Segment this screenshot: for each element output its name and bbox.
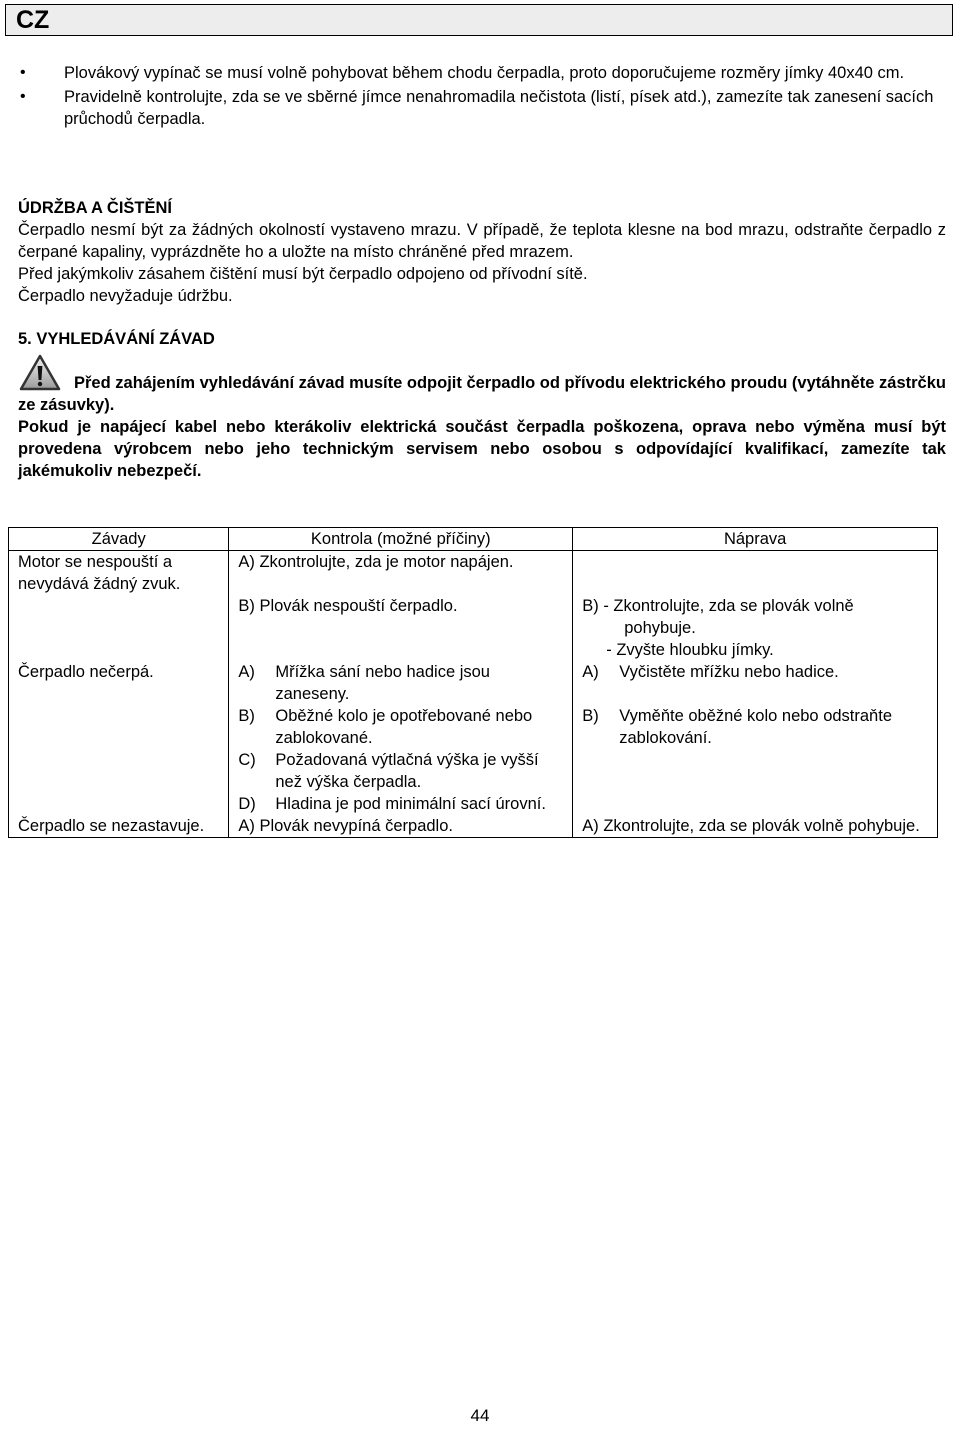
column-header-checks: Kontrola (možné příčiny): [229, 528, 573, 551]
fault-cell: Čerpadlo nečerpá.: [9, 661, 229, 815]
check-item: B) Oběžné kolo je opotřebované nebo zablokované.: [238, 707, 533, 747]
remedy-item: B) Vyměňte oběžné kolo nebo odstraňte zablokování.: [582, 707, 892, 747]
bullet-text: Plovákový vypínač se musí volně pohybovat během chodu čerpadla, proto doporučujeme rozměry jímky 40x40 cm.: [64, 64, 905, 82]
remedy-item: A) Vyčistěte mřížku nebo hadice.: [582, 663, 839, 681]
table-header-row: [9, 528, 938, 551]
bullet-item: [18, 62, 948, 84]
troubleshooting-table: [8, 527, 938, 838]
bullet-text: Pravidelně kontrolujte, zda se ve sběrné jímce nenahromadila nečistota (listí, písek atd.), zamezíte tak zanesení sacích průchodů čerpadla.: [64, 88, 934, 128]
check-item: C) Požadovaná výtlačná výška je vyšší než výška čerpadla.: [238, 751, 539, 791]
table-row: [9, 661, 938, 815]
check-item: A) Mřížka sání nebo hadice jsou zaneseny.: [238, 663, 490, 703]
column-header-faults: Závady: [9, 528, 229, 551]
remedy-item: pohybuje.: [624, 619, 696, 637]
intro-bullet-list: [18, 62, 948, 132]
remedy-item: B) - Zkontrolujte, zda se plovák volně: [582, 597, 854, 615]
maintenance-paragraph: Čerpadlo nesmí být za žádných okolností vystaveno mrazu. V případě, že teplota klesne na bod mrazu, odstraňte čerpadlo z čerpané kapaliny, vyprázdněte ho a uložte na místo chráněné před mrazem.: [18, 221, 946, 261]
bullet-item: [18, 86, 948, 130]
check-cell: A) Plovák nevypíná čerpadlo.: [229, 815, 573, 838]
language-header: [5, 4, 953, 36]
language-code: CZ: [16, 6, 50, 34]
remedy-cell: [573, 661, 938, 815]
table-row: [9, 815, 938, 838]
maintenance-paragraph: Před jakýmkoliv zásahem čištění musí být čerpadlo odpojeno od přívodní sítě.: [18, 265, 588, 283]
maintenance-paragraph: Čerpadlo nevyžaduje údržbu.: [18, 287, 233, 305]
troubleshooting-heading: 5. VYHLEDÁVÁNÍ ZÁVAD: [18, 330, 215, 348]
check-item: D) Hladina je pod minimální sací úrovní.: [238, 795, 546, 813]
remedy-item: - Zvyšte hloubku jímky.: [606, 641, 774, 659]
bullet-icon: •: [20, 64, 26, 81]
page-number: 44: [470, 1406, 490, 1425]
fault-cell: Motor se nespouští a nevydává žádný zvuk.: [9, 551, 229, 662]
check-cell: [229, 661, 573, 815]
remedy-cell: A) Zkontrolujte, zda se plovák volně pohybuje.: [573, 815, 938, 838]
check-cell: [229, 551, 573, 662]
column-header-remedy: Náprava: [573, 528, 938, 551]
fault-cell: Čerpadlo se nezastavuje.: [9, 815, 229, 838]
check-item: B) Plovák nespouští čerpadlo.: [238, 597, 458, 615]
warning-paragraph: Pokud je napájecí kabel nebo kterákoliv elektrická součást čerpadla poškozena, oprava nebo výměna musí být provedena výrobcem nebo jeho technickým servisem nebo osobou s odpovídající kvalifikací, zamezíte tak jakémukoliv nebezpečí.: [18, 418, 946, 480]
check-item: A) Zkontrolujte, zda je motor napájen.: [238, 553, 514, 571]
bullet-icon: •: [20, 88, 26, 105]
remedy-cell: [573, 551, 938, 662]
table-row: [9, 551, 938, 662]
maintenance-heading: ÚDRŽBA A ČIŠTĚNÍ: [18, 199, 172, 217]
warning-text: Před zahájením vyhledávání závad musíte odpojit čerpadlo od přívodu elektrického proudu (vytáhněte zástrčku ze zásuvky).: [18, 374, 946, 414]
